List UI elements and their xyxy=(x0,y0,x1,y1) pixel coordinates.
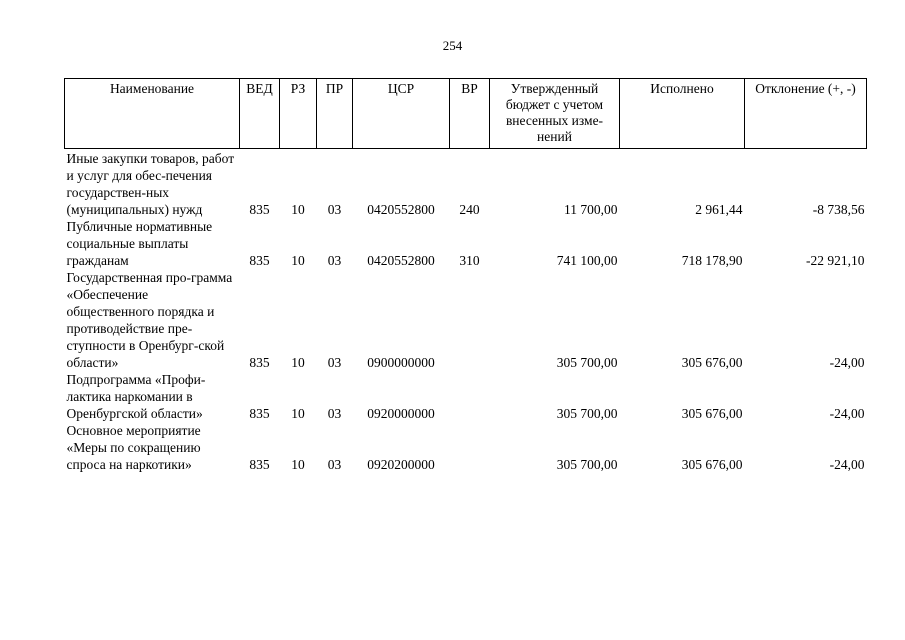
row-executed: 305 676,00 xyxy=(681,406,743,421)
row-approved: 305 700,00 xyxy=(556,406,618,421)
row-approved: 305 700,00 xyxy=(556,457,618,472)
header-deviation: Отклонение (+, -) xyxy=(745,79,867,149)
row-rz: 10 xyxy=(291,202,305,217)
row-executed: 305 676,00 xyxy=(681,457,743,472)
row-pr: 03 xyxy=(327,202,342,217)
header-executed: Исполнено xyxy=(620,79,745,149)
row-rz: 10 xyxy=(291,355,305,370)
row-vr xyxy=(450,269,490,371)
row-rz: 10 xyxy=(291,406,305,421)
table-body xyxy=(65,149,867,474)
table-row xyxy=(65,422,867,473)
row-pr: 03 xyxy=(327,253,342,268)
row-name: Публичные нормативные социальные выплаты гражданам xyxy=(66,219,213,268)
row-deviation: -24,00 xyxy=(829,355,865,370)
row-ved: 835 xyxy=(249,202,270,217)
header-ved: ВЕД xyxy=(240,79,280,149)
row-csr: 0920000000 xyxy=(367,406,435,421)
row-rz: 10 xyxy=(291,253,305,268)
row-rz: 10 xyxy=(291,457,305,472)
budget-table xyxy=(64,78,867,473)
row-ved: 835 xyxy=(249,253,270,268)
row-ved: 835 xyxy=(249,406,270,421)
row-ved: 835 xyxy=(249,457,270,472)
row-executed: 2 961,44 xyxy=(695,202,743,217)
header-name: Наименование xyxy=(65,79,240,149)
row-pr: 03 xyxy=(327,406,342,421)
header-approved: Утвержденный бюджет с учетом внесенных изме-нений xyxy=(490,79,620,149)
row-vr xyxy=(450,371,490,422)
table-row xyxy=(65,371,867,422)
header-vr: ВР xyxy=(450,79,490,149)
row-deviation: -24,00 xyxy=(829,457,865,472)
header-rz: РЗ xyxy=(280,79,317,149)
header-csr: ЦСР xyxy=(353,79,450,149)
table-header xyxy=(65,79,867,149)
row-approved: 741 100,00 xyxy=(556,253,618,268)
row-pr: 03 xyxy=(327,457,342,472)
row-pr: 03 xyxy=(327,355,342,370)
row-deviation: -22 921,10 xyxy=(806,253,865,268)
row-executed: 305 676,00 xyxy=(681,355,743,370)
row-csr: 0900000000 xyxy=(367,355,435,370)
row-csr: 0920200000 xyxy=(367,457,435,472)
table-row xyxy=(65,149,867,219)
table-row xyxy=(65,269,867,371)
row-name: Подпрограмма «Профи-лактика наркомании в Оренбургской области» xyxy=(66,372,206,421)
table-row xyxy=(65,218,867,269)
page-number: 254 xyxy=(442,38,463,53)
row-vr: 240 xyxy=(459,202,480,217)
header-pr: ПР xyxy=(317,79,353,149)
row-ved: 835 xyxy=(249,355,270,370)
row-approved: 305 700,00 xyxy=(556,355,618,370)
row-approved: 11 700,00 xyxy=(564,202,618,217)
row-vr xyxy=(450,422,490,473)
row-csr: 0420552800 xyxy=(367,202,435,217)
row-deviation: -8 738,56 xyxy=(812,202,865,217)
row-executed: 718 178,90 xyxy=(681,253,743,268)
row-name: Иные закупки товаров, работ и услуг для обес-печения государствен-ных (муниципальных) нужд xyxy=(66,151,235,217)
row-csr: 0420552800 xyxy=(367,253,435,268)
row-vr: 310 xyxy=(459,253,480,268)
row-name: Государственная про-грамма «Обеспечение общественного порядка и противодействие пре-ступности в Оренбург-ской области» xyxy=(66,270,233,370)
row-name: Основное мероприятие «Меры по сокращению спроса на наркотики» xyxy=(66,423,201,472)
row-deviation: -24,00 xyxy=(829,406,865,421)
